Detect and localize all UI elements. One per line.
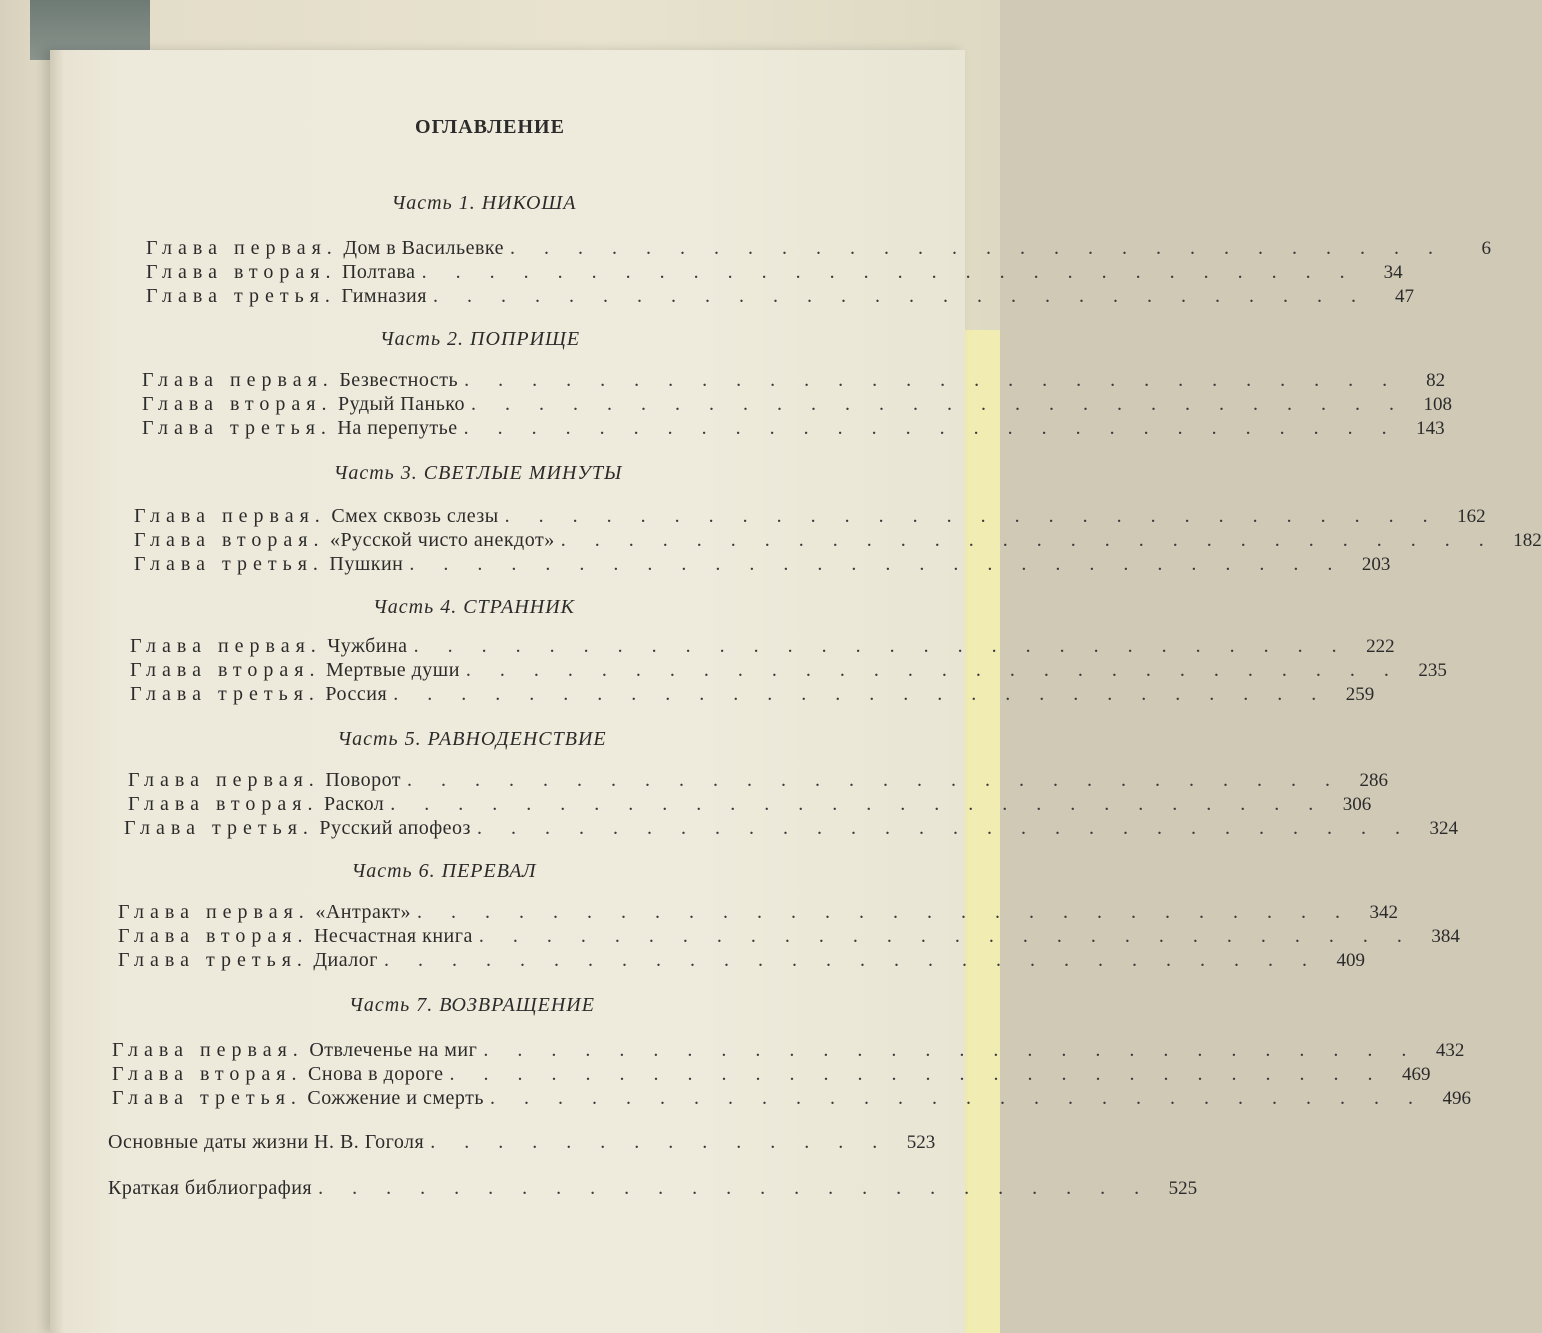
leader-dots: . . . . . . . . . . . . . . . . . . . . . . . . . . . . <box>504 505 1440 527</box>
leader-dots: . . . . . . . . . . . . . . . . . . . . . . . . . . . . <box>490 1087 1425 1109</box>
chapter-entry[interactable] <box>128 792 1372 816</box>
part-heading: Часть 3. СВЕТЛЫЕ МИНУТЫ <box>333 462 623 484</box>
chapter-entry[interactable] <box>146 236 1491 260</box>
chapter-ordinal: Глава первая. <box>146 237 338 259</box>
chapter-entry[interactable] <box>130 658 1447 682</box>
page-number: 235 <box>1418 660 1447 681</box>
chapter-entry[interactable] <box>112 1038 1465 1062</box>
page-number: 34 <box>1383 262 1403 283</box>
part-heading: Часть 1. НИКОША <box>391 192 577 214</box>
page-number: 222 <box>1366 636 1395 657</box>
part-heading: Часть 6. ПЕРЕВАЛ <box>351 860 537 882</box>
leader-dots: . . . . . . . . . . . . . . . . . . . . . . . . . . . . <box>407 769 1343 791</box>
chapter-ordinal: Глава третья. <box>134 553 324 575</box>
page-number: 182 <box>1513 530 1542 551</box>
chapter-name: Чужбина <box>327 635 408 657</box>
leader-dots: . . . . . . . . . . . . . . . . . . . . . . . . . . . . <box>510 237 1445 259</box>
chapter-ordinal: Глава вторая. <box>134 529 325 551</box>
chapter-ordinal: Глава вторая. <box>130 659 321 681</box>
chapter-ordinal: Глава вторая. <box>146 261 337 283</box>
leader-dots: . . . . . . . . . . . . . . . . . . . . . . . . . . . . <box>384 949 1319 971</box>
appendix-name: Основные даты жизни Н. В. Гоголя <box>108 1131 425 1153</box>
page-number: 108 <box>1423 394 1453 415</box>
chapter-entry[interactable] <box>146 284 1414 308</box>
chapter-entry[interactable] <box>124 816 1458 840</box>
page-number: 409 <box>1336 950 1365 971</box>
chapter-ordinal: Глава первая. <box>130 635 322 657</box>
leader-dots: . . . . . . . . . . . . . . . . . . . . . . . . . . . . <box>421 261 1357 283</box>
chapter-name: Несчастная книга <box>313 925 473 947</box>
chapter-name: Россия <box>325 683 388 705</box>
page-number: 496 <box>1442 1088 1471 1109</box>
chapter-entry[interactable] <box>118 924 1460 948</box>
chapter-ordinal: Глава первая. <box>134 505 326 527</box>
chapter-ordinal: Глава вторая. <box>112 1063 303 1085</box>
page-number: 47 <box>1394 286 1414 307</box>
chapter-name: На перепутье <box>337 417 458 439</box>
leader-dots: . . . . . . . . . . . . . . . . . . . . . . . . . . . . <box>393 683 1329 705</box>
chapter-name: Отвлеченье на миг <box>309 1039 478 1061</box>
leader-dots: . . . . . . . . . . . . . . . . . . . . . . . . . . . . <box>409 553 1345 575</box>
leader-dots: . . . . . . . . . . . . . . . . . . . . . . . . . . . . <box>471 393 1407 415</box>
chapter-ordinal: Глава третья. <box>112 1087 302 1109</box>
chapter-ordinal: Глава первая. <box>118 901 310 923</box>
page-number: 306 <box>1342 794 1372 815</box>
leader-dots: . . . . . . . . . . . . . . . . . . . . . . . . . . . . <box>463 417 1399 439</box>
chapter-name: Безвестность <box>339 369 459 391</box>
chapter-entry[interactable] <box>142 368 1446 392</box>
chapter-name: Рудый Панько <box>337 393 466 415</box>
appendix-entry[interactable] <box>108 1130 936 1154</box>
leader-dots: . . . . . . . . . . . . . . . . . . . . . . . . . . . . <box>413 635 1349 657</box>
chapter-ordinal: Глава первая. <box>112 1039 304 1061</box>
chapter-name: Мертвые души <box>325 659 460 681</box>
leader-dots: . . . . . . . . . . . . . . . . . . . . . . . . . . . . <box>432 285 1368 307</box>
chapter-name: Раскол <box>323 793 385 815</box>
chapter-ordinal: Глава вторая. <box>128 793 319 815</box>
page-number: 162 <box>1457 506 1486 527</box>
chapter-entry[interactable] <box>134 504 1486 528</box>
chapter-entry[interactable] <box>128 768 1389 792</box>
chapter-entry[interactable] <box>146 260 1403 284</box>
leader-dots: . . . . . . . . . . . . . . . . . . . . . . . . . <box>318 1177 1152 1199</box>
chapter-name: «Русской чисто анекдот» <box>329 529 555 551</box>
chapter-name: Диалог <box>313 949 378 971</box>
chapter-name: Поворот <box>325 769 402 791</box>
page-number: 525 <box>1168 1178 1198 1199</box>
page-number: 469 <box>1402 1064 1431 1085</box>
chapter-entry[interactable] <box>112 1086 1471 1110</box>
chapter-entry[interactable] <box>142 392 1453 416</box>
chapter-name: Гимназия <box>341 285 427 307</box>
part-heading: Часть 2. ПОПРИЩЕ <box>379 328 581 350</box>
chapter-ordinal: Глава третья. <box>142 417 332 439</box>
toc-title: ОГЛАВЛЕНИЕ <box>415 116 565 138</box>
page-number: 324 <box>1429 818 1458 839</box>
page-number: 384 <box>1431 926 1460 947</box>
page-number: 143 <box>1416 418 1445 439</box>
chapter-name: Сожжение и смерть <box>307 1087 484 1109</box>
chapter-name: Полтава <box>341 261 416 283</box>
page-number: 342 <box>1369 902 1399 923</box>
chapter-name: Дом в Васильевке <box>343 237 504 259</box>
chapter-ordinal: Глава третья. <box>118 949 308 971</box>
chapter-entry[interactable] <box>134 552 1391 576</box>
appendix-name: Краткая библиография <box>108 1177 313 1199</box>
chapter-ordinal: Глава третья. <box>130 683 320 705</box>
page-number: 203 <box>1361 554 1391 575</box>
chapter-ordinal: Глава первая. <box>142 369 334 391</box>
leader-dots: . . . . . . . . . . . . . . . . . . . . . . . . . . . . <box>449 1063 1385 1085</box>
chapter-entry[interactable] <box>134 528 1542 552</box>
leader-dots: . . . . . . . . . . . . . . . . . . . . . . . . . . . . <box>560 529 1496 551</box>
chapter-entry[interactable] <box>118 948 1365 972</box>
leader-dots: . . . . . . . . . . . . . . . . . . . . . . . . . . . . <box>465 659 1401 681</box>
chapter-entry[interactable] <box>130 634 1395 658</box>
leader-dots: . . . . . . . . . . . . . . . . . . . . . . . . . . . . <box>483 1039 1419 1061</box>
chapter-entry[interactable] <box>142 416 1445 440</box>
page-number: 259 <box>1345 684 1375 705</box>
chapter-name: «Антракт» <box>315 901 412 923</box>
page-number: 6 <box>1481 238 1491 259</box>
appendix-entry[interactable] <box>108 1176 1198 1200</box>
leader-dots: . . . . . . . . . . . . . . . . . . . . . . . . . . . . <box>478 925 1414 947</box>
leader-dots: . . . . . . . . . . . . . . . . . . . . . . . . . . . . <box>476 817 1412 839</box>
leader-dots: . . . . . . . . . . . . . . . . . . . . . . . . . . . . <box>464 369 1400 391</box>
chapter-entry[interactable] <box>112 1062 1431 1086</box>
chapter-ordinal: Глава вторая. <box>118 925 309 947</box>
chapter-name: Смех сквозь слезы <box>331 505 499 527</box>
part-heading: Часть 5. РАВНОДЕНСТВИЕ <box>337 728 607 750</box>
chapter-name: Русский апофеоз <box>319 817 471 839</box>
chapter-ordinal: Глава третья. <box>146 285 336 307</box>
chapter-entry[interactable] <box>118 900 1399 924</box>
page-number: 286 <box>1359 770 1389 791</box>
part-heading: Часть 4. СТРАННИК <box>373 596 575 618</box>
page-number: 82 <box>1426 370 1446 391</box>
part-heading: Часть 7. ВОЗВРАЩЕНИЕ <box>349 994 595 1016</box>
chapter-ordinal: Глава первая. <box>128 769 320 791</box>
chapter-ordinal: Глава третья. <box>124 817 314 839</box>
leader-dots: . . . . . . . . . . . . . . . . . . . . . . . . . . . . <box>390 793 1326 815</box>
chapter-name: Снова в дороге <box>307 1063 444 1085</box>
chapter-ordinal: Глава вторая. <box>142 393 333 415</box>
page-number: 523 <box>906 1132 936 1153</box>
leader-dots: . . . . . . . . . . . . . . <box>430 1131 890 1153</box>
chapter-entry[interactable] <box>130 682 1375 706</box>
leader-dots: . . . . . . . . . . . . . . . . . . . . . . . . . . . . <box>417 901 1353 923</box>
chapter-name: Пушкин <box>329 553 404 575</box>
page-number: 432 <box>1435 1040 1465 1061</box>
